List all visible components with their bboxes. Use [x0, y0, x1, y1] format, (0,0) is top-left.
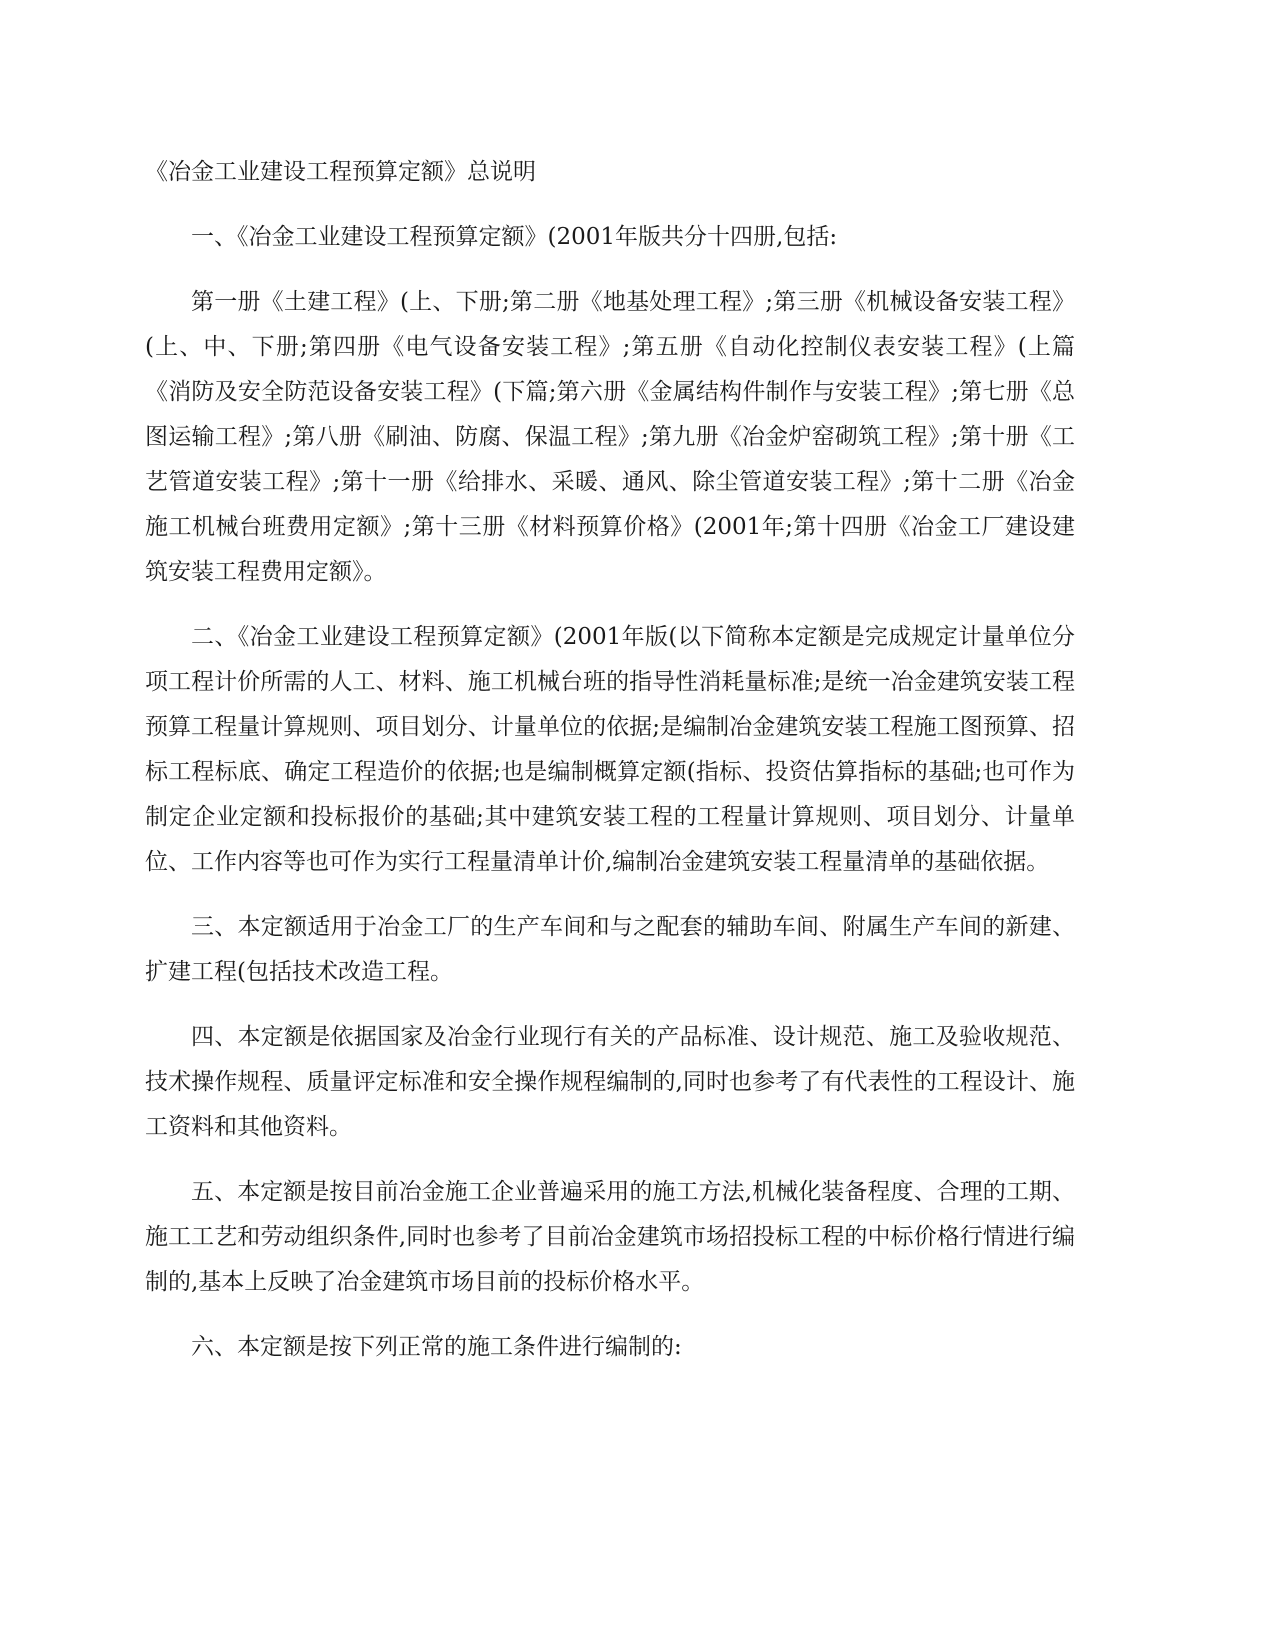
document-page — [145, 150, 1075, 1390]
paragraph-volume-list: 第一册《土建工程》(上、下册;第二册《地基处理工程》;第三册《机械设备安装工程》(上、中、下册;第四册《电气设备安装工程》;第五册《自动化控制仪表安装工程》(上篇《消防及安全防范设备安装工程》(下篇;第六册《金属结构件制作与安装工程》;第七册《总图运输工程》;第八册《刷油、防腐、保温工程》;第九册《冶金炉窑砌筑工程》;第十册《工艺管道安装工程》;第十一册《给排水、采暖、通风、除尘管道安装工程》;第十二册《冶金施工机械台班费用定额》;第十三册《材料预算价格》(2001年;第十四册《冶金工厂建设建筑安装工程费用定额》。 — [145, 289, 1075, 585]
paragraph-3: 三、本定额适用于冶金工厂的生产车间和与之配套的辅助车间、附属生产车间的新建、扩建工程(包括技术改造工程。 — [145, 914, 1075, 985]
paragraph-2: 二、《冶金工业建设工程预算定额》(2001年版(以下简称本定额是完成规定计量单位分项工程计价所需的人工、材料、施工机械台班的指导性消耗量标准;是统一冶金建筑安装工程预算工程量计算规则、项目划分、计量单位的依据;是编制冶金建筑安装工程施工图预算、招标工程标底、确定工程造价的依据;也是编制概算定额(指标、投资估算指标的基础;也可作为制定企业定额和投标报价的基础;其中建筑安装工程的工程量计算规则、项目划分、计量单位、工作内容等也可作为实行工程量清单计价,编制冶金建筑安装工程量清单的基础依据。 — [145, 624, 1075, 875]
paragraph-6: 六、本定额是按下列正常的施工条件进行编制的: — [191, 1334, 682, 1360]
paragraph-4: 四、本定额是依据国家及冶金行业现行有关的产品标准、设计规范、施工及验收规范、技术操作规程、质量评定标准和安全操作规程编制的,同时也参考了有代表性的工程设计、施工资料和其他资料。 — [145, 1024, 1075, 1140]
document-title: 《冶金工业建设工程预算定额》总说明 — [145, 159, 536, 185]
paragraph-5: 五、本定额是按目前冶金施工企业普遍采用的施工方法,机械化装备程度、合理的工期、施工工艺和劳动组织条件,同时也参考了目前冶金建筑市场招投标工程的中标价格行情进行编制的,基本上反映了冶金建筑市场目前的投标价格水平。 — [145, 1179, 1075, 1295]
paragraph-1: 一、《冶金工业建设工程预算定额》(2001年版共分十四册,包括: — [191, 224, 838, 250]
